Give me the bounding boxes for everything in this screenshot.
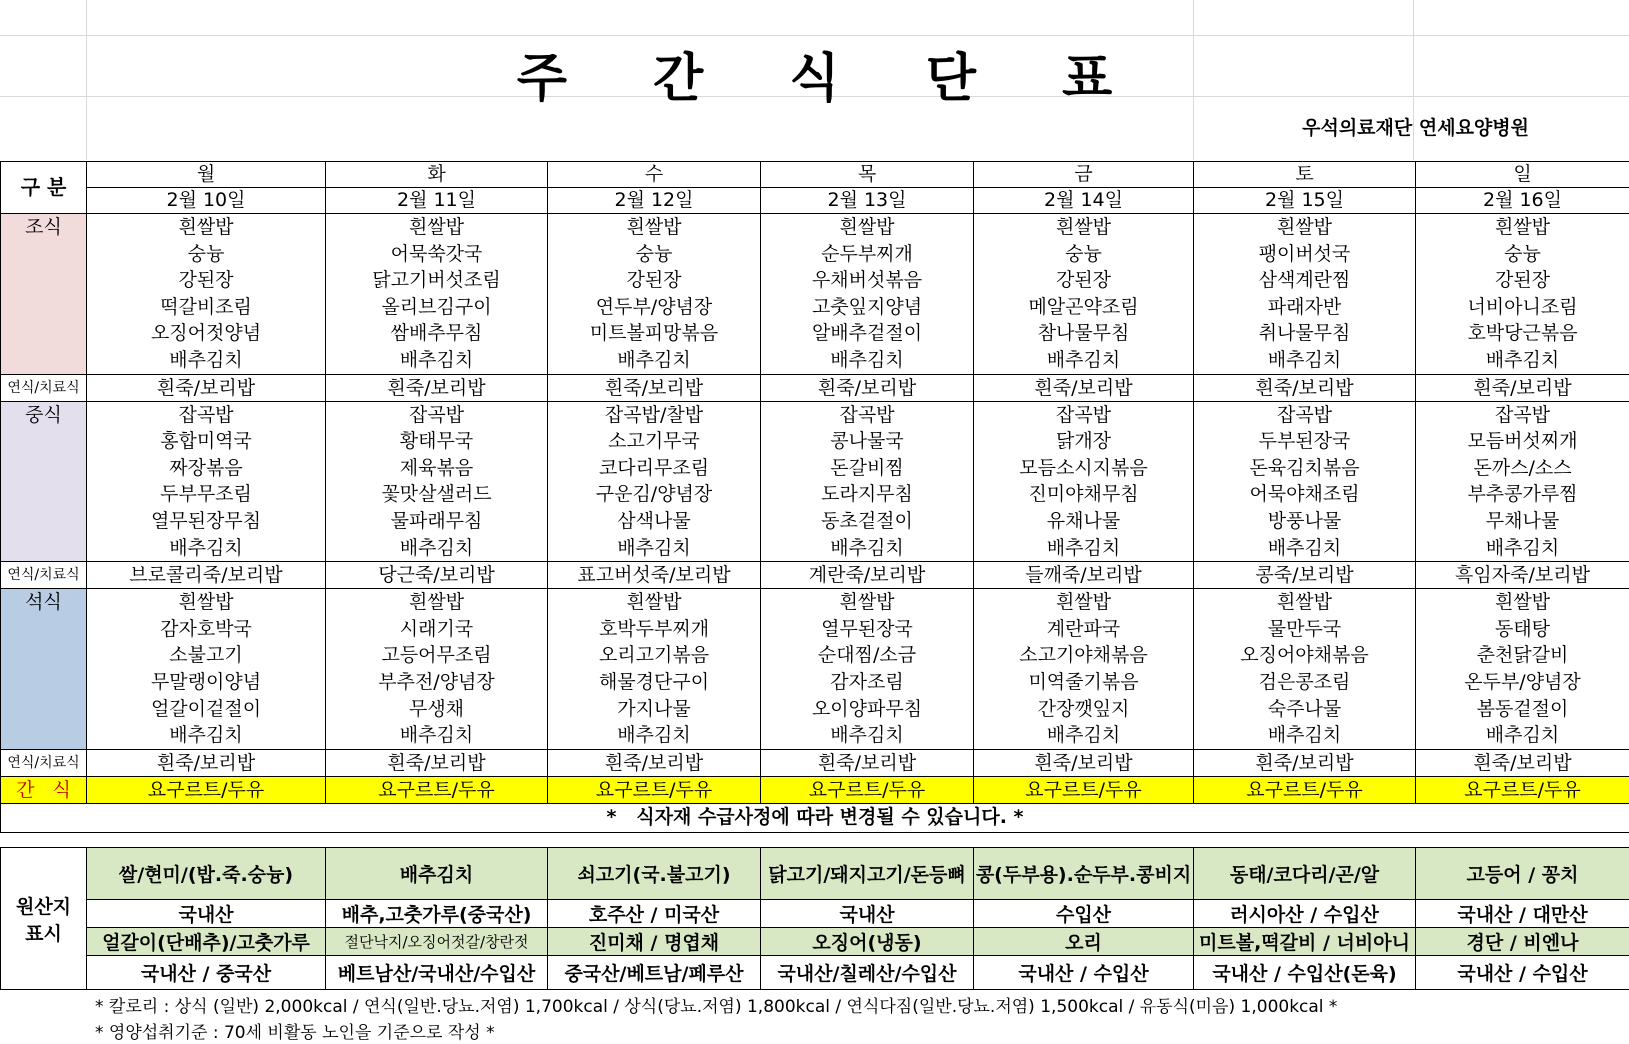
menu-item: 소고기야채볶음 [1019,644,1148,667]
alt-diet-cell: 흰죽/보리밥 [326,749,548,776]
calorie-footnote: * 칼로리 : 상식 (일반) 2,000kcal / 연식(일반.당뇨.저염) 1,700kcal / 상식(당뇨.저염) 1,800kcal / 연식다짐(일반.당뇨.저염) 1,500kcal / 유동식(미음) 1,000kcal * [95,997,1338,1017]
menu-item: 제육볶음 [399,456,474,479]
menu-item: 흰쌀밥 [1494,216,1551,238]
menu-item: 팽이버섯국 [1258,242,1351,265]
menu-item: 오이양파무침 [811,697,923,720]
alt-diet-cell: 들깨죽/보리밥 [974,562,1194,589]
menu-item: 동태탕 [1494,617,1551,640]
menu-item: 유채나물 [1046,509,1121,532]
menu-item: 어묵야채조림 [1249,483,1360,506]
menu-item: 배추김치 [399,536,474,559]
menu-item: 흰쌀밥 [839,591,895,614]
day-header-row [1,162,1629,188]
date-header: 2월 13일 [761,188,974,214]
meal-label-text: 중식 [25,403,62,426]
menu-item: 오징어야채볶음 [1240,644,1369,667]
menu-item: 잡곡밥 [178,403,234,426]
alt-diet-cell: 흰죽/보리밥 [1416,374,1629,401]
menu-item: 열무된장무침 [150,509,262,532]
menu-item: 강된장 [1055,269,1112,292]
meal-label-text: 조식 [25,216,62,238]
lunch-menu-cell [326,401,548,562]
menu-item: 두부무조림 [160,483,252,506]
lunch-menu-cell [974,401,1194,562]
lunch-menu-cell [1416,401,1629,562]
lunch-menu-cell [87,401,326,562]
menu-item: 강된장 [1494,269,1551,292]
menu-item: 부추콩가루찜 [1467,483,1578,506]
origin-cell: 닭고기/돼지고기/돈등뼈 [761,848,974,900]
alt-diet-cell: 흰죽/보리밥 [974,749,1194,776]
menu-item: 쌈배추무침 [390,322,483,345]
snack-label: 간 식 [1,776,87,804]
menu-item: 소고기무국 [608,430,700,453]
origin-cell: 동태/코다리/곤/알 [1194,848,1416,900]
dinner-menu-cell [974,589,1194,750]
menu-item: 숭늉 [1065,242,1102,265]
day-header: 목 [761,162,974,188]
alt-diet-cell: 흰죽/보리밥 [548,374,761,401]
day-header: 토 [1194,162,1416,188]
menu-item: 배추김치 [1267,348,1342,371]
menu-item: 배추김치 [399,348,474,371]
menu-item: 무생채 [408,697,465,720]
origin-cell: 고등어 / 꽁치 [1416,848,1629,900]
menu-item: 삼색계란찜 [1258,269,1351,292]
menu-item: 강된장 [178,269,234,292]
menu-item: 취나물무침 [1258,322,1351,345]
menu-item: 흰쌀밥 [408,216,465,238]
snack-cell: 요구르트/두유 [761,776,974,804]
menu-item: 물파래무침 [390,509,483,532]
menu-item: 알배추겉절이 [811,322,923,345]
alt-diet-label: 연식/치료식 [1,749,87,776]
notice-row [1,804,1629,833]
date-header: 2월 16일 [1416,188,1629,214]
menu-item: 진미야채무침 [1028,483,1139,506]
menu-item: 돈갈비찜 [830,456,904,479]
menu-item: 배추김치 [1046,724,1121,747]
menu-item: 배추김치 [830,348,904,371]
day-header: 수 [548,162,761,188]
menu-item: 배추김치 [1485,536,1560,559]
menu-item: 잡곡밥/찰밥 [604,403,704,426]
menu-item: 숭늉 [635,242,673,265]
lunch-menu-cell [1194,401,1416,562]
menu-item: 동초겉절이 [821,509,913,532]
origin-cell: 수입산 [974,900,1194,928]
page-title: 주 간 식 단 표 [516,49,1147,109]
breakfast-alt-row [1,374,1629,401]
dinner-menu-cell [87,589,326,750]
lunch-menu-cell [548,401,761,562]
origin-table [0,847,1629,990]
menu-item: 구운김/양념장 [595,483,713,506]
menu-item: 가지나물 [617,697,691,720]
breakfast-menu-cell [87,214,326,375]
date-header: 2월 10일 [87,188,326,214]
origin-cell: 국내산 [761,900,974,928]
menu-item: 호박당근볶음 [1467,322,1578,345]
menu-item: 모듬버섯찌개 [1467,430,1578,453]
menu-item: 배추김치 [830,536,904,559]
snack-cell: 요구르트/두유 [974,776,1194,804]
menu-item: 감자호박국 [160,617,252,640]
menu-item: 흰쌀밥 [839,216,895,238]
snack-cell: 요구르트/두유 [326,776,548,804]
menu-item: 숙주나물 [1267,697,1342,720]
lunch-alt-row [1,562,1629,589]
menu-item: 잡곡밥 [1055,403,1112,426]
menu-item: 무말랭이양념 [150,670,262,693]
origin-row2 [1,900,1629,928]
date-header: 2월 15일 [1194,188,1416,214]
dinner-label [1,589,87,750]
menu-item: 배추김치 [1267,724,1342,747]
day-header: 일 [1416,162,1629,188]
menu-item: 닭고기버섯조림 [372,269,501,292]
origin-cell: 국내산 / 수입산 [1416,956,1629,990]
menu-item: 홍합미역국 [160,430,252,453]
menu-item: 연두부/양념장 [595,295,713,318]
menu-item: 감자조림 [830,670,904,693]
lunch-row [1,401,1629,562]
menu-item: 배추김치 [169,348,243,371]
alt-diet-cell: 흑임자죽/보리밥 [1416,562,1629,589]
menu-item: 흰쌀밥 [1494,591,1551,614]
origin-cell: 호주산 / 미국산 [548,900,761,928]
alt-diet-label: 연식/치료식 [1,562,87,589]
origin-cell: 미트볼,떡갈비 / 너비아니 [1194,928,1416,956]
menu-item: 콩나물국 [830,430,904,453]
origin-cell: 쇠고기(국.불고기) [548,848,761,900]
breakfast-label [1,214,87,375]
menu-item: 흰쌀밥 [408,591,465,614]
origin-row4 [1,956,1629,990]
menu-item: 파래자반 [1267,295,1342,318]
menu-item: 소불고기 [169,644,243,667]
menu-item: 배추김치 [1485,724,1560,747]
origin-cell: 절단낙지/오징어젓갈/창란젓 [326,928,548,956]
alt-diet-cell: 흰죽/보리밥 [761,374,974,401]
origin-label [1,848,87,990]
origin-cell: 베트남산/국내산/수입산 [326,956,548,990]
menu-item: 숭늉 [187,242,225,265]
day-header: 화 [326,162,548,188]
snack-row [1,776,1629,804]
menu-item: 떡갈비조림 [160,295,252,318]
menu-item: 배추김치 [617,724,691,747]
date-header: 2월 14일 [974,188,1194,214]
origin-cell: 오징어(냉동) [761,928,974,956]
origin-cell: 국내산 / 수입산(돈육) [1194,956,1416,990]
menu-item: 흰쌀밥 [1055,216,1112,238]
origin-cell: 국내산 / 중국산 [87,956,326,990]
dinner-menu-cell [326,589,548,750]
meal-label-text: 석식 [25,591,62,614]
menu-item: 봄동겉절이 [1476,697,1569,720]
menu-item: 두부된장국 [1258,430,1351,453]
breakfast-menu-cell [1194,214,1416,375]
menu-item: 올리브김구이 [381,295,492,318]
menu-item: 꽃맛살샐러드 [381,483,492,506]
alt-diet-cell: 흰죽/보리밥 [1416,749,1629,776]
menu-item: 배추김치 [830,724,904,747]
breakfast-menu-cell [1416,214,1629,375]
day-header: 금 [974,162,1194,188]
menu-item: 흰쌀밥 [1055,591,1112,614]
date-header: 2월 12일 [548,188,761,214]
lunch-menu-cell [761,401,974,562]
menu-item: 숭늉 [1504,242,1541,265]
alt-diet-cell: 흰죽/보리밥 [1194,749,1416,776]
snack-cell: 요구르트/두유 [1194,776,1416,804]
breakfast-row [1,214,1629,375]
menu-item: 춘천닭갈비 [1476,644,1569,667]
origin-label-line2: 표시 [25,922,62,945]
menu-item: 배추김치 [169,536,243,559]
date-header-row [1,188,1629,214]
menu-item: 메알곤약조림 [1028,295,1139,318]
origin-row3 [1,928,1629,956]
menu-item: 오리고기볶음 [598,644,710,667]
origin-cell: 러시아산 / 수입산 [1194,900,1416,928]
origin-label-line1: 원산지 [15,895,72,918]
menu-item: 검은콩조림 [1258,670,1351,693]
menu-item: 흰쌀밥 [1276,591,1333,614]
origin-cell: 배추,고춧가루(중국산) [326,900,548,928]
menu-item: 시래기국 [399,617,474,640]
origin-cell: 경단 / 비엔나 [1416,928,1629,956]
menu-item: 순대찜/소금 [817,644,917,667]
alt-diet-cell: 콩죽/보리밥 [1194,562,1416,589]
menu-item: 고등어무조림 [381,644,492,667]
menu-item: 흰쌀밥 [1276,216,1333,238]
menu-item: 잡곡밥 [1494,403,1551,426]
dinner-row [1,589,1629,750]
date-header: 2월 11일 [326,188,548,214]
origin-cell: 국내산 / 수입산 [974,956,1194,990]
menu-item: 얼갈이겉절이 [150,697,262,720]
dinner-menu-cell [1416,589,1629,750]
alt-diet-cell: 흰죽/보리밥 [974,374,1194,401]
alt-diet-cell: 당근죽/보리밥 [326,562,548,589]
menu-item: 배추김치 [399,724,474,747]
menu-item: 고춧잎지양념 [811,295,923,318]
menu-item: 강된장 [626,269,682,292]
snack-cell: 요구르트/두유 [548,776,761,804]
dinner-menu-cell [548,589,761,750]
origin-cell: 국내산/칠레산/수입산 [761,956,974,990]
menu-item: 배추김치 [1046,348,1121,371]
alt-diet-label: 연식/치료식 [1,374,87,401]
weekly-menu-table [0,161,1629,833]
menu-item: 온두부/양념장 [1464,670,1581,693]
menu-item: 계란파국 [1046,617,1121,640]
menu-item: 물만두국 [1267,617,1342,640]
menu-item: 흰쌀밥 [626,216,682,238]
dinner-menu-cell [761,589,974,750]
origin-cell: 오리 [974,928,1194,956]
origin-cell: 배추김치 [326,848,548,900]
alt-diet-cell: 계란죽/보리밥 [761,562,974,589]
snack-cell: 요구르트/두유 [87,776,326,804]
menu-item: 미역줄기볶음 [1028,670,1139,693]
breakfast-menu-cell [974,214,1194,375]
menu-item: 배추김치 [1046,536,1121,559]
origin-cell: 콩(두부용).순두부.콩비지 [974,848,1194,900]
menu-item: 오징어젓양념 [150,322,262,345]
menu-item: 흰쌀밥 [178,591,234,614]
breakfast-menu-cell [548,214,761,375]
snack-cell: 요구르트/두유 [1416,776,1629,804]
nutrition-footnote: * 영양섭취기준 : 70세 비활동 노인을 기준으로 작성 * [95,1023,495,1043]
dinner-alt-row [1,749,1629,776]
menu-item: 돈까스/소스 [1473,456,1572,479]
alt-diet-cell: 흰죽/보리밥 [87,749,326,776]
menu-item: 흰쌀밥 [178,216,234,238]
menu-item: 황태무국 [399,430,474,453]
menu-item: 열무된장국 [821,617,913,640]
menu-item: 참나물무침 [1037,322,1130,345]
menu-item: 순두부찌개 [821,242,913,265]
organization-name: 우석의료재단 연세요양병원 [1302,117,1529,139]
alt-diet-cell: 표고버섯죽/보리밥 [548,562,761,589]
menu-item: 닭개장 [1055,430,1112,453]
menu-item: 호박두부찌개 [598,617,710,640]
menu-item: 잡곡밥 [1276,403,1333,426]
origin-cell: 중국산/베트남/페루산 [548,956,761,990]
menu-item: 어묵쑥갓국 [390,242,483,265]
menu-item: 돈육김치볶음 [1249,456,1360,479]
menu-item: 우채버섯볶음 [811,269,923,292]
breakfast-menu-cell [761,214,974,375]
menu-item: 간장깻잎지 [1037,697,1130,720]
menu-item: 배추김치 [1267,536,1342,559]
alt-diet-cell: 흰죽/보리밥 [548,749,761,776]
menu-item: 배추김치 [1485,348,1560,371]
menu-item: 짜장볶음 [169,456,243,479]
dinner-menu-cell [1194,589,1416,750]
category-header: 구 분 [1,162,87,214]
menu-item: 도라지무침 [821,483,913,506]
alt-diet-cell: 브로콜리죽/보리밥 [87,562,326,589]
menu-item: 배추김치 [617,348,691,371]
day-header: 월 [87,162,326,188]
menu-item: 미트볼피망볶음 [589,322,719,345]
origin-row1 [1,848,1629,900]
menu-item: 잡곡밥 [408,403,465,426]
menu-item: 잡곡밥 [839,403,895,426]
menu-item: 무채나물 [1485,509,1560,532]
notice-text: * 식자재 수급사정에 따라 변경될 수 있습니다. * [1,804,1629,833]
menu-item: 해물경단구이 [598,670,710,693]
origin-cell: 국내산 [87,900,326,928]
origin-cell: 얼갈이(단배추)/고춧가루 [87,928,326,956]
lunch-label [1,401,87,562]
menu-item: 부추전/양념장 [378,670,495,693]
alt-diet-cell: 흰죽/보리밥 [1194,374,1416,401]
breakfast-menu-cell [326,214,548,375]
alt-diet-cell: 흰죽/보리밥 [761,749,974,776]
menu-item: 너비아니조림 [1467,295,1578,318]
menu-item: 코다리무조림 [598,456,710,479]
menu-item: 방풍나물 [1267,509,1342,532]
menu-item: 삼색나물 [617,509,691,532]
origin-cell: 국내산 / 대만산 [1416,900,1629,928]
origin-cell: 쌀/현미/(밥.죽.숭늉) [87,848,326,900]
menu-item: 모듬소시지볶음 [1019,456,1148,479]
alt-diet-cell: 흰죽/보리밥 [326,374,548,401]
alt-diet-cell: 흰죽/보리밥 [87,374,326,401]
menu-item: 배추김치 [617,536,691,559]
menu-item: 흰쌀밥 [626,591,682,614]
origin-cell: 진미채 / 명엽채 [548,928,761,956]
menu-item: 배추김치 [169,724,243,747]
